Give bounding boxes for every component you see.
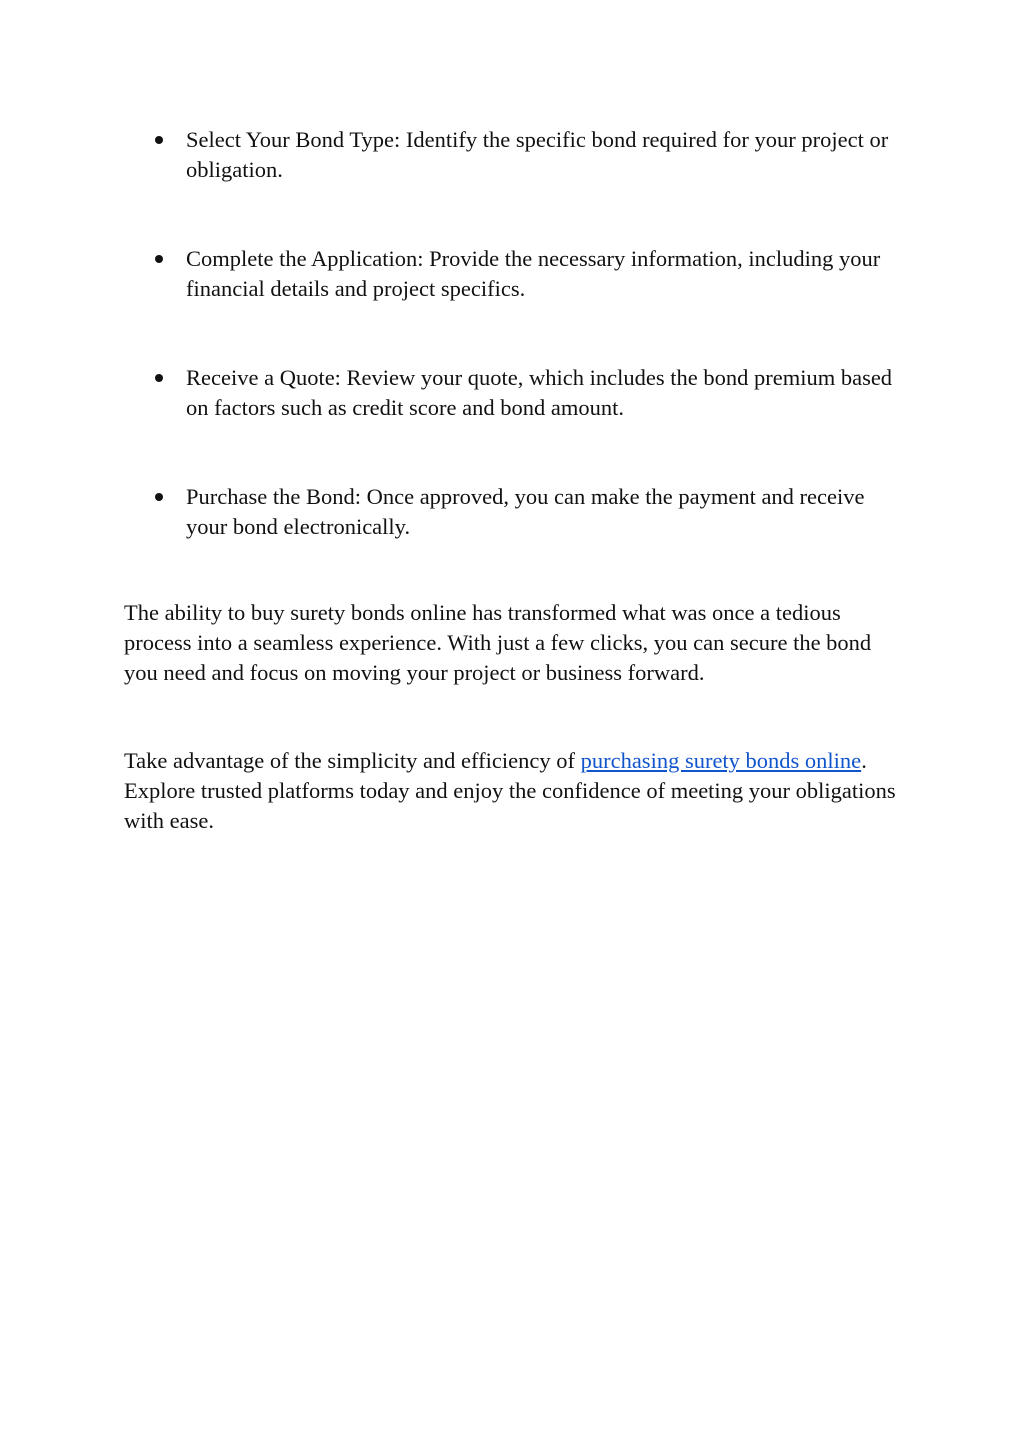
paragraph-call-to-action	[124, 746, 904, 836]
bullet-item-receive-quote	[155, 363, 895, 423]
bullet-dot-icon	[155, 374, 163, 382]
paragraph-text-after-link: . Explore trusted platforms today and enjoy the confidence of meeting your obligations with ease.	[124, 748, 896, 833]
bullet-text: Purchase the Bond: Once approved, you can make the payment and receive your bond electronically.	[186, 484, 865, 539]
paragraph-text-before-link: Take advantage of the simplicity and efficiency of	[124, 748, 581, 773]
bullet-dot-icon	[155, 493, 163, 501]
steps-bullet-list	[155, 125, 895, 542]
bullet-dot-icon	[155, 255, 163, 263]
bullet-item-purchase-bond	[155, 482, 895, 542]
bullet-text: Receive a Quote: Review your quote, which includes the bond premium based on factors such as credit score and bond amount.	[186, 365, 893, 420]
bullet-text: Select Your Bond Type: Identify the specific bond required for your project or obligation.	[186, 127, 889, 182]
paragraph-online-bonds: The ability to buy surety bonds online has transformed what was once a tedious process into a seamless experience. With just a few clicks, you can secure the bond you need and focus on moving your project or business forward.	[124, 600, 872, 685]
bullet-dot-icon	[155, 136, 163, 144]
bullet-item-select-bond-type	[155, 125, 895, 185]
bullet-text: Complete the Application: Provide the necessary information, including your financial details and project specifics.	[186, 246, 881, 301]
bullet-item-complete-application	[155, 244, 895, 304]
purchasing-surety-bonds-link[interactable]: purchasing surety bonds online	[580, 748, 862, 773]
